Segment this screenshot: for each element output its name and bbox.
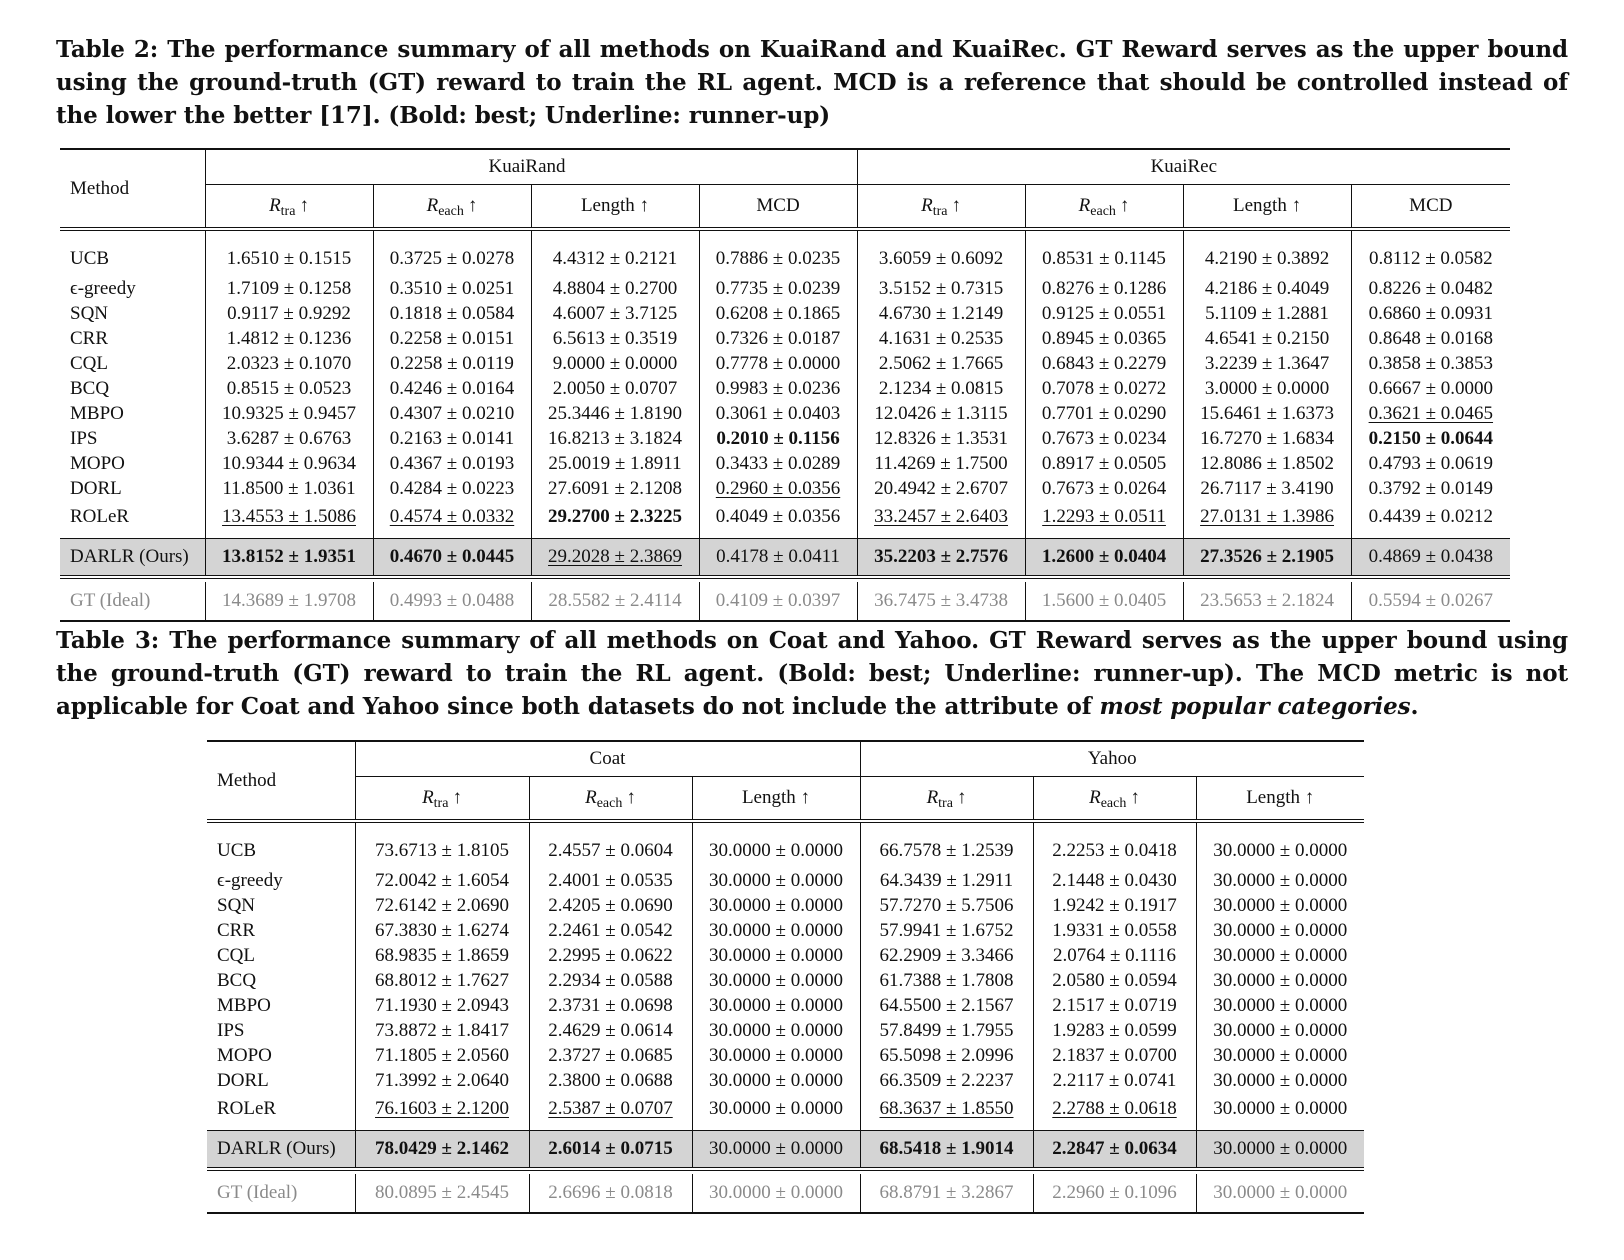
group-header-kuairec: KuaiRec [857, 149, 1510, 185]
result-cell: 12.0426 ± 1.3115 [857, 401, 1025, 426]
result-cell: 0.6208 ± 0.1865 [699, 301, 857, 326]
result-cell: 20.4942 ± 2.6707 [857, 476, 1025, 501]
result-cell: 3.6287 ± 0.6763 [205, 426, 373, 451]
method-name: CQL [217, 944, 255, 966]
result-cell: 30.0000 ± 0.0000 [692, 893, 860, 918]
table2 [60, 148, 1510, 622]
result-cell: 28.5582 ± 2.4114 [531, 582, 699, 621]
col-header-r-each: $R_{each}$ ↑ [529, 777, 692, 822]
result-cell: 2.4557 ± 0.0604 [529, 821, 692, 868]
result-cell: 2.2934 ± 0.0588 [529, 968, 692, 993]
method-name: DORL [70, 477, 122, 499]
table3 [207, 740, 1364, 1214]
result-cell: 30.0000 ± 0.0000 [1196, 1131, 1364, 1170]
result-cell: 0.4049 ± 0.0356 [699, 501, 857, 539]
result-cell: 25.0019 ± 1.8911 [531, 451, 699, 476]
table-row [207, 1043, 1364, 1068]
result-cell: 0.9125 ± 0.0551 [1025, 301, 1183, 326]
result-cell: 26.7117 ± 3.4190 [1183, 476, 1351, 501]
method-name: DARLR (Ours) [60, 539, 205, 578]
result-cell: 30.0000 ± 0.0000 [692, 1174, 860, 1213]
result-cell: 2.2253 ± 0.0418 [1033, 821, 1196, 868]
result-cell: 33.2457 ± 2.6403 [857, 501, 1025, 539]
result-cell: 27.3526 ± 2.1905 [1183, 539, 1351, 578]
result-cell: 0.8112 ± 0.0582 [1351, 229, 1510, 276]
col-header-length: Length ↑ [531, 185, 699, 230]
result-cell: 2.3727 ± 0.0685 [529, 1043, 692, 1068]
result-cell: 2.0580 ± 0.0594 [1033, 968, 1196, 993]
method-name: IPS [70, 427, 98, 449]
col-header-r-each: $R_{each}$ ↑ [1033, 777, 1196, 822]
table-row [60, 401, 1510, 426]
result-cell: 30.0000 ± 0.0000 [1196, 1174, 1364, 1213]
result-cell: 2.0050 ± 0.0707 [531, 376, 699, 401]
method-name: ROLeR [217, 1097, 277, 1119]
result-cell: 4.6730 ± 1.2149 [857, 301, 1025, 326]
result-cell: 13.4553 ± 1.5086 [205, 501, 373, 539]
col-header-r-each: $R_{each}$ ↑ [1025, 185, 1183, 230]
result-cell: 30.0000 ± 0.0000 [1196, 968, 1364, 993]
result-cell: 57.8499 ± 1.7955 [860, 1018, 1033, 1043]
result-cell: 68.3637 ± 1.8550 [860, 1093, 1033, 1131]
result-cell: 0.2960 ± 0.0356 [699, 476, 857, 501]
result-cell: 0.7701 ± 0.0290 [1025, 401, 1183, 426]
table-row [60, 476, 1510, 501]
result-cell: 4.4312 ± 0.2121 [531, 229, 699, 276]
result-cell: 0.7886 ± 0.0235 [699, 229, 857, 276]
result-cell: 0.3433 ± 0.0289 [699, 451, 857, 476]
result-cell: 30.0000 ± 0.0000 [1196, 918, 1364, 943]
table-row [207, 993, 1364, 1018]
result-cell: 1.7109 ± 0.1258 [205, 276, 373, 301]
result-cell: 0.5594 ± 0.0267 [1351, 582, 1510, 621]
result-cell: 9.0000 ± 0.0000 [531, 351, 699, 376]
result-cell: 4.2190 ± 0.3892 [1183, 229, 1351, 276]
result-cell: 30.0000 ± 0.0000 [692, 968, 860, 993]
table2-caption: Table 2: The performance summary of all methods on KuaiRand and KuaiRec. GT Reward serves as the upper bound using the ground-truth (GT) reward to train the RL agent. MCD is a reference that should be controlled instead of the lower the better [17]. (Bold: best; Underline: runner-up) [56, 36, 1568, 129]
result-cell: 30.0000 ± 0.0000 [1196, 1018, 1364, 1043]
method-name: GT (Ideal) [207, 1174, 355, 1213]
method-name: DARLR (Ours) [207, 1131, 355, 1170]
method-name: ROLeR [70, 505, 130, 527]
result-cell: 0.4993 ± 0.0488 [373, 582, 531, 621]
gt-row [60, 582, 1510, 621]
result-cell: 0.8648 ± 0.0168 [1351, 326, 1510, 351]
result-cell: 64.3439 ± 1.2911 [860, 868, 1033, 893]
result-cell: 68.9835 ± 1.8659 [355, 943, 529, 968]
result-cell: 0.3510 ± 0.0251 [373, 276, 531, 301]
result-cell: 2.5062 ± 1.7665 [857, 351, 1025, 376]
method-name: MBPO [70, 402, 124, 424]
result-cell: 71.1930 ± 2.0943 [355, 993, 529, 1018]
col-header-r-tra: $R_{tra}$ ↑ [860, 777, 1033, 822]
result-cell: 0.1818 ± 0.0584 [373, 301, 531, 326]
result-cell: 0.3621 ± 0.0465 [1351, 401, 1510, 426]
result-cell: 16.7270 ± 1.6834 [1183, 426, 1351, 451]
result-cell: 2.0764 ± 0.1116 [1033, 943, 1196, 968]
result-cell: 16.8213 ± 3.1824 [531, 426, 699, 451]
result-cell: 62.2909 ± 3.3466 [860, 943, 1033, 968]
ours-row [207, 1131, 1364, 1170]
col-header-mcd: MCD [1351, 185, 1510, 230]
result-cell: 2.3800 ± 0.0688 [529, 1068, 692, 1093]
result-cell: 4.1631 ± 0.2535 [857, 326, 1025, 351]
method-name: GT (Ideal) [60, 582, 205, 621]
col-header-mcd: MCD [699, 185, 857, 230]
group-header-kuairand: KuaiRand [205, 149, 857, 185]
result-cell: 0.7078 ± 0.0272 [1025, 376, 1183, 401]
col-header-r-tra: $R_{tra}$ ↑ [857, 185, 1025, 230]
method-name: BCQ [70, 377, 110, 399]
result-cell: 2.3731 ± 0.0698 [529, 993, 692, 1018]
table-row [207, 918, 1364, 943]
result-cell: 2.1517 ± 0.0719 [1033, 993, 1196, 1018]
result-cell: 0.6843 ± 0.2279 [1025, 351, 1183, 376]
result-cell: 2.4629 ± 0.0614 [529, 1018, 692, 1043]
result-cell: 2.6014 ± 0.0715 [529, 1131, 692, 1170]
result-cell: 0.7735 ± 0.0239 [699, 276, 857, 301]
result-cell: 2.4001 ± 0.0535 [529, 868, 692, 893]
result-cell: 30.0000 ± 0.0000 [692, 943, 860, 968]
result-cell: 64.5500 ± 2.1567 [860, 993, 1033, 1018]
result-cell: 4.6007 ± 3.7125 [531, 301, 699, 326]
result-cell: 61.7388 ± 1.7808 [860, 968, 1033, 993]
method-name: MOPO [217, 1044, 272, 1066]
result-cell: 0.3725 ± 0.0278 [373, 229, 531, 276]
result-cell: 0.4178 ± 0.0411 [699, 539, 857, 578]
col-header-length: Length ↑ [692, 777, 860, 822]
result-cell: 30.0000 ± 0.0000 [1196, 943, 1364, 968]
result-cell: 72.6142 ± 2.0690 [355, 893, 529, 918]
col-header-length: Length ↑ [1196, 777, 1364, 822]
result-cell: 0.8917 ± 0.0505 [1025, 451, 1183, 476]
caption-emphasis: most popular categories [1099, 693, 1411, 720]
result-cell: 1.4812 ± 0.1236 [205, 326, 373, 351]
result-cell: 0.7778 ± 0.0000 [699, 351, 857, 376]
result-cell: 30.0000 ± 0.0000 [1196, 868, 1364, 893]
result-cell: 30.0000 ± 0.0000 [1196, 1068, 1364, 1093]
result-cell: 66.7578 ± 1.2539 [860, 821, 1033, 868]
result-cell: 30.0000 ± 0.0000 [692, 1068, 860, 1093]
result-cell: 12.8326 ± 1.3531 [857, 426, 1025, 451]
result-cell: 11.8500 ± 1.0361 [205, 476, 373, 501]
result-cell: 1.6510 ± 0.1515 [205, 229, 373, 276]
result-cell: 0.4574 ± 0.0332 [373, 501, 531, 539]
result-cell: 0.2258 ± 0.0151 [373, 326, 531, 351]
result-cell: 68.8012 ± 1.7627 [355, 968, 529, 993]
result-cell: 68.8791 ± 3.2867 [860, 1174, 1033, 1213]
result-cell: 2.2847 ± 0.0634 [1033, 1131, 1196, 1170]
result-cell: 29.2700 ± 2.3225 [531, 501, 699, 539]
result-cell: 1.5600 ± 0.0405 [1025, 582, 1183, 621]
method-name: BCQ [217, 969, 257, 991]
result-cell: 3.0000 ± 0.0000 [1183, 376, 1351, 401]
result-cell: 57.7270 ± 5.7506 [860, 893, 1033, 918]
result-cell: 0.4246 ± 0.0164 [373, 376, 531, 401]
result-cell: 66.3509 ± 2.2237 [860, 1068, 1033, 1093]
result-cell: 25.3446 ± 1.8190 [531, 401, 699, 426]
result-cell: 3.5152 ± 0.7315 [857, 276, 1025, 301]
result-cell: 0.2258 ± 0.0119 [373, 351, 531, 376]
result-cell: 27.0131 ± 1.3986 [1183, 501, 1351, 539]
table-row [207, 1093, 1364, 1131]
result-cell: 76.1603 ± 2.1200 [355, 1093, 529, 1131]
result-cell: 0.3061 ± 0.0403 [699, 401, 857, 426]
method-name: UCB [70, 247, 110, 269]
result-cell: 71.1805 ± 2.0560 [355, 1043, 529, 1068]
result-cell: 30.0000 ± 0.0000 [692, 821, 860, 868]
result-cell: 0.4439 ± 0.0212 [1351, 501, 1510, 539]
result-cell: 5.1109 ± 1.2881 [1183, 301, 1351, 326]
result-cell: 0.7673 ± 0.0264 [1025, 476, 1183, 501]
gt-row [207, 1174, 1364, 1213]
result-cell: 30.0000 ± 0.0000 [692, 1131, 860, 1170]
result-cell: 0.4793 ± 0.0619 [1351, 451, 1510, 476]
result-cell: 1.9331 ± 0.0558 [1033, 918, 1196, 943]
result-cell: 2.4205 ± 0.0690 [529, 893, 692, 918]
result-cell: 78.0429 ± 2.1462 [355, 1131, 529, 1170]
result-cell: 27.6091 ± 2.1208 [531, 476, 699, 501]
result-cell: 68.5418 ± 1.9014 [860, 1131, 1033, 1170]
result-cell: 30.0000 ± 0.0000 [692, 993, 860, 1018]
result-cell: 0.4109 ± 0.0397 [699, 582, 857, 621]
table-row [60, 276, 1510, 301]
result-cell: 2.1837 ± 0.0700 [1033, 1043, 1196, 1068]
result-cell: 73.8872 ± 1.8417 [355, 1018, 529, 1043]
result-cell: 3.2239 ± 1.3647 [1183, 351, 1351, 376]
result-cell: 30.0000 ± 0.0000 [692, 1093, 860, 1131]
result-cell: 2.2461 ± 0.0542 [529, 918, 692, 943]
method-name: CRR [217, 919, 256, 941]
table-row [60, 351, 1510, 376]
group-header-coat: Coat [355, 741, 860, 777]
method-name: MOPO [70, 452, 125, 474]
result-cell: 30.0000 ± 0.0000 [1196, 1093, 1364, 1131]
result-cell: 0.3858 ± 0.3853 [1351, 351, 1510, 376]
result-cell: 30.0000 ± 0.0000 [692, 868, 860, 893]
ours-row [60, 539, 1510, 578]
method-header: Method [60, 149, 205, 229]
result-cell: 0.8226 ± 0.0482 [1351, 276, 1510, 301]
method-name: UCB [217, 839, 257, 861]
result-cell: 0.4307 ± 0.0210 [373, 401, 531, 426]
result-cell: 1.9283 ± 0.0599 [1033, 1018, 1196, 1043]
result-cell: 30.0000 ± 0.0000 [692, 1018, 860, 1043]
result-cell: 35.2203 ± 2.7576 [857, 539, 1025, 578]
result-cell: 0.2150 ± 0.0644 [1351, 426, 1510, 451]
table-row [60, 451, 1510, 476]
table-row [207, 868, 1364, 893]
result-cell: 2.2995 ± 0.0622 [529, 943, 692, 968]
result-cell: 4.2186 ± 0.4049 [1183, 276, 1351, 301]
table-row [207, 1068, 1364, 1093]
result-cell: 0.8276 ± 0.1286 [1025, 276, 1183, 301]
result-cell: 6.5613 ± 0.3519 [531, 326, 699, 351]
result-cell: 65.5098 ± 2.0996 [860, 1043, 1033, 1068]
table-row [60, 426, 1510, 451]
result-cell: 36.7475 ± 3.4738 [857, 582, 1025, 621]
result-cell: 2.2788 ± 0.0618 [1033, 1093, 1196, 1131]
method-header: Method [207, 741, 355, 821]
result-cell: 30.0000 ± 0.0000 [1196, 993, 1364, 1018]
result-cell: 23.5653 ± 2.1824 [1183, 582, 1351, 621]
result-cell: 30.0000 ± 0.0000 [692, 1043, 860, 1068]
table3-caption: Table 3: The performance summary of all methods on Coat and Yahoo. GT Reward serves as the upper bound using the ground-truth (GT) reward to train the RL agent. (Bold: best; Underline: runner-up). The MCD metric is not applicable for Coat and Yahoo since both datasets do not include the attribute of most popular categories. [56, 627, 1568, 720]
result-cell: 15.6461 ± 1.6373 [1183, 401, 1351, 426]
result-cell: 0.8945 ± 0.0365 [1025, 326, 1183, 351]
table-row [60, 376, 1510, 401]
method-name: MBPO [217, 994, 271, 1016]
result-cell: 67.3830 ± 1.6274 [355, 918, 529, 943]
result-cell: 0.7326 ± 0.0187 [699, 326, 857, 351]
method-name: ϵ-greedy [70, 277, 136, 299]
result-cell: 30.0000 ± 0.0000 [1196, 893, 1364, 918]
table-row [207, 968, 1364, 993]
result-cell: 0.8515 ± 0.0523 [205, 376, 373, 401]
col-header-r-tra: $R_{tra}$ ↑ [355, 777, 529, 822]
result-cell: 0.6667 ± 0.0000 [1351, 376, 1510, 401]
method-name: DORL [217, 1069, 269, 1091]
result-cell: 2.5387 ± 0.0707 [529, 1093, 692, 1131]
group-header-yahoo: Yahoo [860, 741, 1364, 777]
method-name: SQN [70, 302, 109, 324]
result-cell: 0.4284 ± 0.0223 [373, 476, 531, 501]
result-cell: 1.2293 ± 0.0511 [1025, 501, 1183, 539]
result-cell: 0.7673 ± 0.0234 [1025, 426, 1183, 451]
result-cell: 12.8086 ± 1.8502 [1183, 451, 1351, 476]
table-row [207, 943, 1364, 968]
result-cell: 0.4367 ± 0.0193 [373, 451, 531, 476]
result-cell: 57.9941 ± 1.6752 [860, 918, 1033, 943]
table-row [207, 1018, 1364, 1043]
table-row [60, 326, 1510, 351]
result-cell: 2.2117 ± 0.0741 [1033, 1068, 1196, 1093]
result-cell: 2.2960 ± 0.1096 [1033, 1174, 1196, 1213]
result-cell: 0.2010 ± 0.1156 [699, 426, 857, 451]
table-row [207, 821, 1364, 868]
result-cell: 13.8152 ± 1.9351 [205, 539, 373, 578]
result-cell: 71.3992 ± 2.0640 [355, 1068, 529, 1093]
method-name: CQL [70, 352, 108, 374]
method-name: CRR [70, 327, 109, 349]
result-cell: 11.4269 ± 1.7500 [857, 451, 1025, 476]
result-cell: 0.4670 ± 0.0445 [373, 539, 531, 578]
col-header-r-each: $R_{each}$ ↑ [373, 185, 531, 230]
result-cell: 0.3792 ± 0.0149 [1351, 476, 1510, 501]
result-cell: 2.1234 ± 0.0815 [857, 376, 1025, 401]
result-cell: 4.6541 ± 0.2150 [1183, 326, 1351, 351]
result-cell: 2.1448 ± 0.0430 [1033, 868, 1196, 893]
result-cell: 14.3689 ± 1.9708 [205, 582, 373, 621]
result-cell: 1.2600 ± 0.0404 [1025, 539, 1183, 578]
result-cell: 80.0895 ± 2.4545 [355, 1174, 529, 1213]
result-cell: 10.9325 ± 0.9457 [205, 401, 373, 426]
result-cell: 3.6059 ± 0.6092 [857, 229, 1025, 276]
result-cell: 2.0323 ± 0.1070 [205, 351, 373, 376]
col-header-r-tra: $R_{tra}$ ↑ [205, 185, 373, 230]
result-cell: 4.8804 ± 0.2700 [531, 276, 699, 301]
result-cell: 73.6713 ± 1.8105 [355, 821, 529, 868]
result-cell: 2.6696 ± 0.0818 [529, 1174, 692, 1213]
col-header-length: Length ↑ [1183, 185, 1351, 230]
table-row [60, 301, 1510, 326]
method-name: ϵ-greedy [217, 869, 283, 891]
result-cell: 1.9242 ± 0.1917 [1033, 893, 1196, 918]
table-row [60, 501, 1510, 539]
method-name: IPS [217, 1019, 245, 1041]
result-cell: 72.0042 ± 1.6054 [355, 868, 529, 893]
result-cell: 0.9117 ± 0.9292 [205, 301, 373, 326]
result-cell: 10.9344 ± 0.9634 [205, 451, 373, 476]
result-cell: 30.0000 ± 0.0000 [1196, 1043, 1364, 1068]
result-cell: 0.4869 ± 0.0438 [1351, 539, 1510, 578]
result-cell: 30.0000 ± 0.0000 [1196, 821, 1364, 868]
result-cell: 29.2028 ± 2.3869 [531, 539, 699, 578]
table-row [60, 229, 1510, 276]
result-cell: 30.0000 ± 0.0000 [692, 918, 860, 943]
method-name: SQN [217, 894, 256, 916]
result-cell: 0.6860 ± 0.0931 [1351, 301, 1510, 326]
result-cell: 0.2163 ± 0.0141 [373, 426, 531, 451]
result-cell: 0.8531 ± 0.1145 [1025, 229, 1183, 276]
result-cell: 0.9983 ± 0.0236 [699, 376, 857, 401]
table-row [207, 893, 1364, 918]
